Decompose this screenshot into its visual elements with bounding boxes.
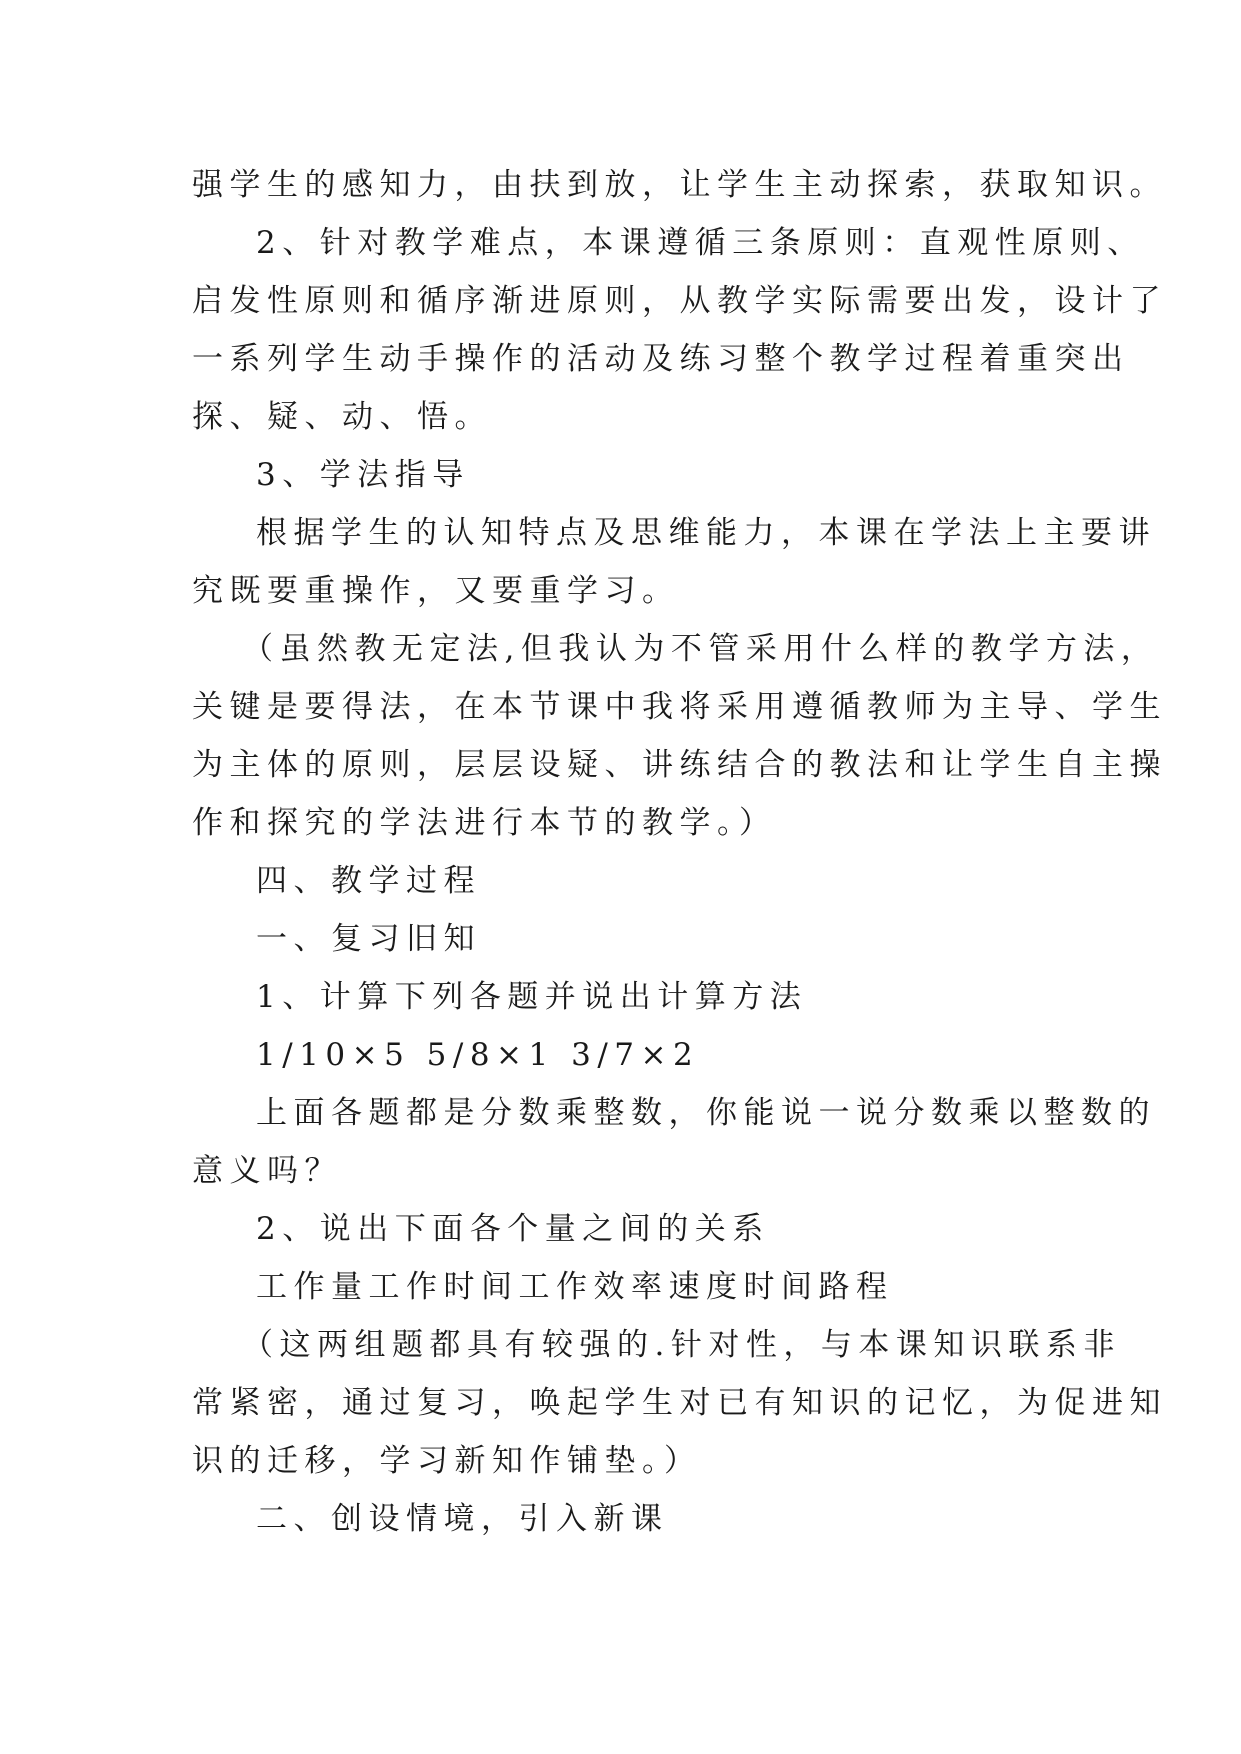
text-line: 识的迁移，学习新知作铺垫。）	[192, 1443, 702, 1479]
text-line: 探、疑、动、悟。	[192, 399, 492, 435]
text-line: 常紧密，通过复习，唤起学生对已有知识的记忆，为促进知	[192, 1385, 1167, 1421]
math-expressions: 1/10×5 5/8×1 3/7×2	[256, 1037, 700, 1073]
text-line: 2、说出下面各个量之间的关系	[256, 1211, 770, 1247]
text-line: （虽然教无定法,但我认为不管采用什么样的教学方法，	[242, 631, 1159, 667]
section-heading: 一、复习旧知	[256, 921, 481, 957]
text-line: 为主体的原则，层层设疑、讲练结合的教法和让学生自主操	[192, 747, 1167, 783]
text-line: 1、计算下列各题并说出计算方法	[256, 979, 808, 1015]
text-line: 强学生的感知力，由扶到放，让学生主动探索，获取知识。	[192, 167, 1167, 203]
section-heading: 二、创设情境，引入新课	[256, 1501, 669, 1537]
text-line: 上面各题都是分数乘整数，你能说一说分数乘以整数的	[256, 1095, 1156, 1131]
text-line: 究既要重操作，又要重学习。	[192, 573, 680, 609]
text-line: 作和探究的学法进行本节的教学。）	[192, 805, 777, 841]
section-heading: 四、教学过程	[256, 863, 481, 899]
text-line: 根据学生的认知特点及思维能力，本课在学法上主要讲	[256, 515, 1156, 551]
text-line: 关键是要得法，在本节课中我将采用遵循教师为主导、学生	[192, 689, 1167, 725]
text-line: 启发性原则和循序渐进原则，从教学实际需要出发，设计了	[192, 283, 1167, 319]
section-heading: 3、学法指导	[256, 457, 470, 493]
text-line: 2、针对教学难点，本课遵循三条原则：直观性原则、	[256, 225, 1145, 261]
text-line: （这两组题都具有较强的.针对性，与本课知识联系非	[242, 1327, 1121, 1363]
text-line: 一系列学生动手操作的活动及练习整个教学过程着重突出	[192, 341, 1130, 377]
text-line: 工作量工作时间工作效率速度时间路程	[256, 1269, 894, 1305]
text-line: 意义吗？	[192, 1153, 342, 1189]
